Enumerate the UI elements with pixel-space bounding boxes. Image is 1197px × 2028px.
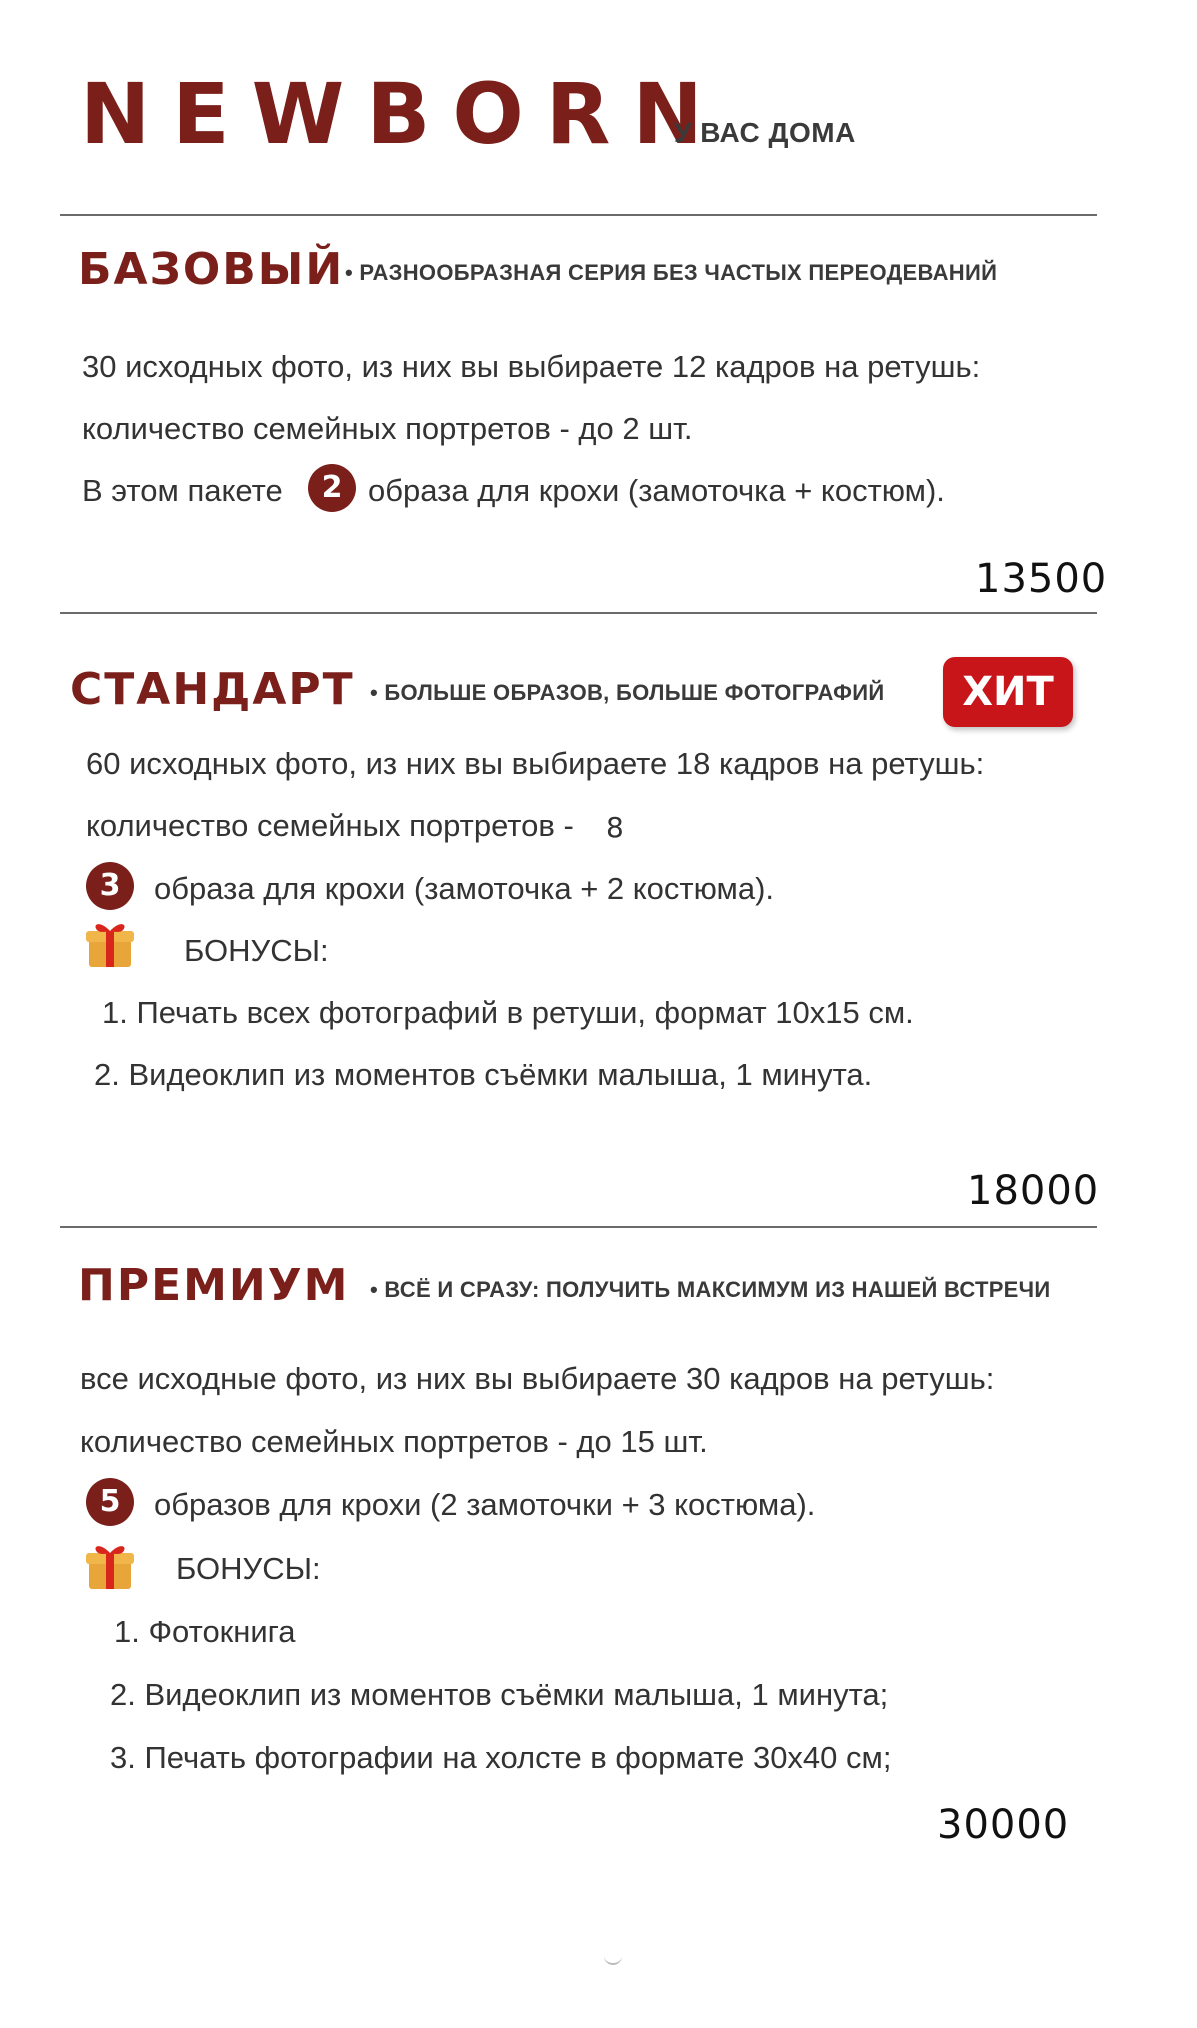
package-line: В этом пакете xyxy=(82,473,283,508)
package-price: 18000 xyxy=(967,1168,1100,1214)
package-line: образа для крохи (замоточка + 2 костюма). xyxy=(154,871,775,906)
brand-title: NEWBORN xyxy=(80,65,725,163)
package-line: образов для крохи (2 замоточки + 3 костюма). xyxy=(154,1487,816,1522)
package-subtitle: • РАЗНООБРАЗНАЯ СЕРИЯ БЕЗ ЧАСТЫХ ПЕРЕОДЕВАНИЙ xyxy=(345,260,998,285)
package-title: БАЗОВЫЙ xyxy=(78,244,345,295)
bonus-item: 3. Печать фотографии на холсте в формате 30х40 см; xyxy=(110,1740,892,1775)
scroll-indicator xyxy=(604,1956,622,1965)
number-badge: 5 xyxy=(86,1478,134,1526)
package-title: СТАНДАРТ xyxy=(70,664,355,715)
package-line: количество семейных портретов - до 15 шт. xyxy=(80,1424,708,1459)
bonus-label: БОНУСЫ: xyxy=(184,933,329,968)
divider xyxy=(60,612,1097,614)
package-price: 30000 xyxy=(937,1802,1070,1848)
bonus-item: 2. Видеоклип из моментов съёмки малыша, 1 минута. xyxy=(94,1057,873,1092)
gift-icon xyxy=(84,1540,136,1592)
bonus-item: 1. Печать всех фотографий в ретуши, формат 10х15 см. xyxy=(102,995,914,1030)
brand-subtitle: У ВАС ДОМА xyxy=(674,117,856,148)
package-price: 13500 xyxy=(975,556,1108,602)
portraits-count: 8 xyxy=(606,811,624,844)
hit-badge: ХИТ xyxy=(943,657,1073,727)
bonus-item: 2. Видеоклип из моментов съёмки малыша, 1 минута; xyxy=(110,1677,889,1712)
bonus-label: БОНУСЫ: xyxy=(176,1551,321,1586)
package-line: количество семейных портретов - до 2 шт. xyxy=(82,411,693,446)
package-line: количество семейных портретов - xyxy=(86,808,574,843)
bonus-item: 1. Фотокнига xyxy=(114,1614,296,1649)
package-line: образа для крохи (замоточка + костюм). xyxy=(368,473,945,508)
divider xyxy=(60,1226,1097,1228)
divider xyxy=(60,214,1097,216)
package-line: 30 исходных фото, из них вы выбираете 12 кадров на ретушь: xyxy=(82,349,981,384)
package-line: все исходные фото, из них вы выбираете 30 кадров на ретушь: xyxy=(80,1361,995,1396)
gift-icon xyxy=(84,918,136,970)
package-subtitle: • ВСЁ И СРАЗУ: ПОЛУЧИТЬ МАКСИМУМ ИЗ НАШЕЙ ВСТРЕЧИ xyxy=(370,1277,1051,1302)
number-badge: 3 xyxy=(86,862,134,910)
package-title: ПРЕМИУМ xyxy=(78,1260,350,1311)
number-badge: 2 xyxy=(308,464,356,512)
package-line: 60 исходных фото, из них вы выбираете 18 кадров на ретушь: xyxy=(86,746,985,781)
package-subtitle: • БОЛЬШЕ ОБРАЗОВ, БОЛЬШЕ ФОТОГРАФИЙ xyxy=(370,680,885,705)
